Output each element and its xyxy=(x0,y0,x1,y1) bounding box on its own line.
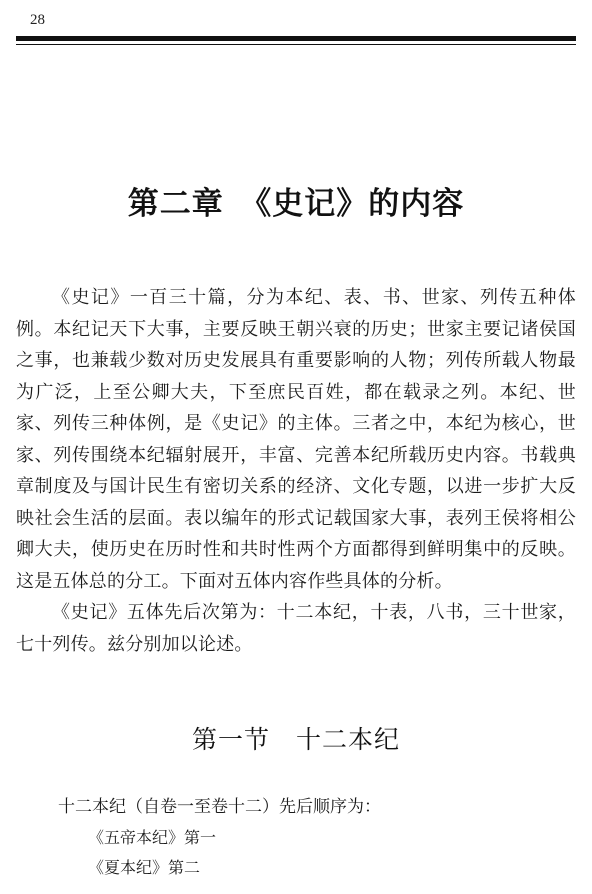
page-number: 28 xyxy=(30,12,45,28)
list-item: 《夏本纪》第二 xyxy=(88,858,201,877)
paragraph-order: 《史记》五体先后次第为：十二本纪，十表，八书，三十世家，七十列传。兹分别加以论述。 xyxy=(16,602,576,655)
paragraph-intro: 《史记》一百三十篇，分为本纪、表、书、世家、列传五种体例。本纪记天下大事，主要反映王朝兴衰的历史；世家主要记诸侯国之事，也兼载少数对历史发展具有重要影响的人物；列传所载人物最为广泛，上至公卿大夫，下至庶民百姓，都在载录之列。本纪、世家、列传三种体例，是《史记》的主体。三者之中，本纪为核心，世家、列传围绕本纪辐射展开，丰富、完善本纪所载历史内容。书载典章制度及与国计民生有密切关系的经济、文化专题，以进一步扩大反映社会生活的层面。表以编年的形式记载国家大事，表列王侯将相公卿大夫，使历史在历时性和共时性两个方面都得到鲜明集中的反映。这是五体总的分工。下面对五体内容作些具体的分析。 xyxy=(16,287,576,592)
header-rule-thin xyxy=(16,44,576,45)
annals-order-list xyxy=(88,823,216,883)
chapter-body xyxy=(16,282,576,660)
section-intro: 十二本纪（自卷一至卷十二）先后顺序为： xyxy=(58,797,381,817)
section-title: 第一节 十二本纪 xyxy=(191,725,400,754)
header-rule-thick xyxy=(16,36,576,41)
list-item: 《五帝本纪》第一 xyxy=(88,828,217,847)
chapter-title: 第二章 《史记》的内容 xyxy=(127,186,465,222)
